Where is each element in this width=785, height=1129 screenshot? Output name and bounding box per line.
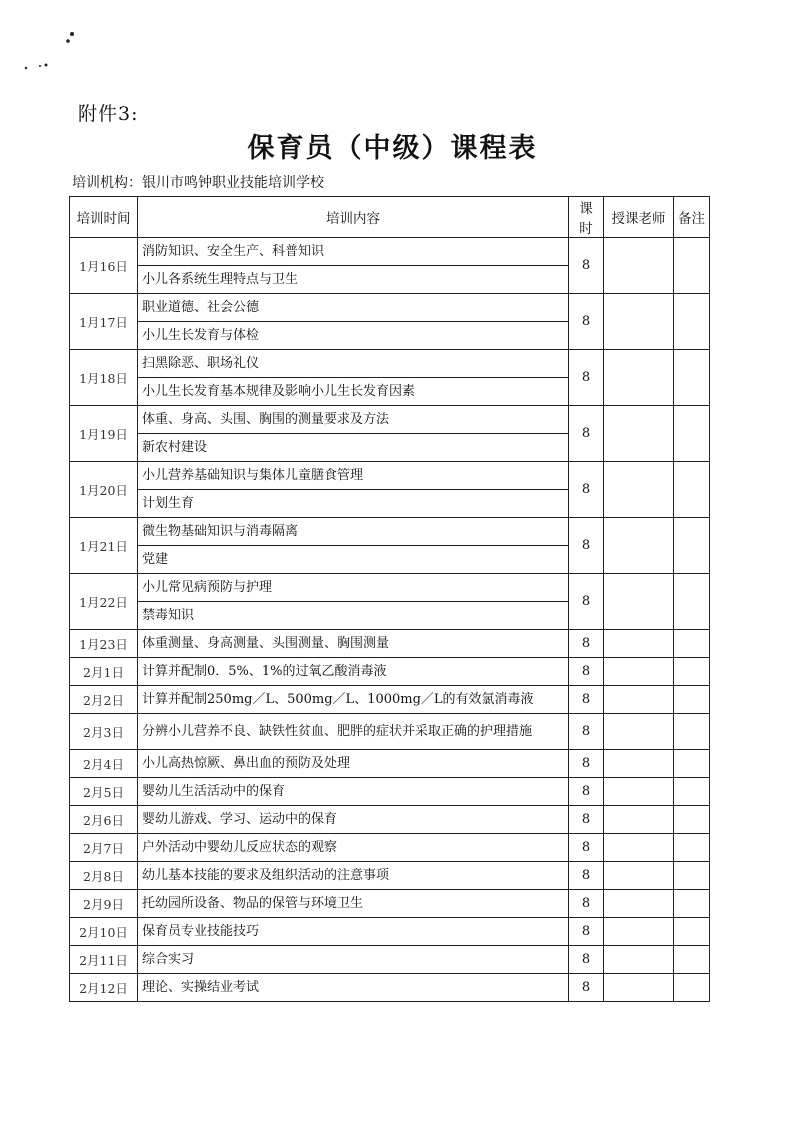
cell-hours: 8 — [569, 518, 604, 574]
table-row — [70, 834, 710, 862]
table-row — [70, 806, 710, 834]
cell-content: 计算并配制250mg／L、500mg／L、1000mg／L的有效氯消毒液 — [138, 686, 569, 714]
cell-date: 1月23日 — [70, 630, 138, 658]
cell-note — [674, 406, 710, 462]
cell-content: 体重测量、身高测量、头围测量、胸围测量 — [138, 630, 569, 658]
cell-content: 小儿生长发育与体检 — [138, 322, 569, 350]
cell-date: 2月5日 — [70, 778, 138, 806]
cell-teacher — [604, 890, 674, 918]
cell-note — [674, 350, 710, 406]
cell-date: 2月2日 — [70, 686, 138, 714]
cell-date: 1月22日 — [70, 574, 138, 630]
table-header-row — [70, 197, 710, 238]
cell-hours: 8 — [569, 294, 604, 350]
cell-note — [674, 918, 710, 946]
cell-hours: 8 — [569, 974, 604, 1002]
cell-date: 2月6日 — [70, 806, 138, 834]
cell-content: 消防知识、安全生产、科普知识 — [138, 238, 569, 266]
cell-hours: 8 — [569, 462, 604, 518]
cell-content: 户外活动中婴幼儿反应状态的观察 — [138, 834, 569, 862]
column-header-teacher: 授课老师 — [604, 197, 674, 238]
cell-note — [674, 862, 710, 890]
cell-date: 2月11日 — [70, 946, 138, 974]
cell-content: 计划生育 — [138, 490, 569, 518]
cell-date: 1月21日 — [70, 518, 138, 574]
cell-content: 禁毒知识 — [138, 602, 569, 630]
cell-teacher — [604, 406, 674, 462]
cell-teacher — [604, 294, 674, 350]
cell-teacher — [604, 750, 674, 778]
course-schedule-table — [69, 196, 710, 1002]
cell-date: 2月3日 — [70, 714, 138, 750]
cell-date: 1月16日 — [70, 238, 138, 294]
cell-note — [674, 294, 710, 350]
cell-date: 1月18日 — [70, 350, 138, 406]
table-body — [70, 238, 710, 1002]
cell-date: 1月17日 — [70, 294, 138, 350]
cell-note — [674, 714, 710, 750]
column-header-date: 培训时间 — [70, 197, 138, 238]
cell-hours: 8 — [569, 862, 604, 890]
table-row — [70, 750, 710, 778]
cell-content: 小儿常见病预防与护理 — [138, 574, 569, 602]
cell-note — [674, 750, 710, 778]
table-row — [70, 714, 710, 750]
table-row — [70, 518, 710, 546]
cell-content: 保育员专业技能技巧 — [138, 918, 569, 946]
cell-teacher — [604, 918, 674, 946]
cell-note — [674, 686, 710, 714]
cell-note — [674, 574, 710, 630]
cell-note — [674, 890, 710, 918]
cell-hours: 8 — [569, 918, 604, 946]
cell-date: 1月19日 — [70, 406, 138, 462]
cell-content: 分辨小儿营养不良、缺铁性贫血、肥胖的症状并采取正确的护理措施 — [138, 714, 569, 750]
cell-hours: 8 — [569, 406, 604, 462]
cell-content: 托幼园所设备、物品的保管与环境卫生 — [138, 890, 569, 918]
cell-teacher — [604, 686, 674, 714]
cell-date: 2月1日 — [70, 658, 138, 686]
cell-teacher — [604, 574, 674, 630]
cell-date: 1月20日 — [70, 462, 138, 518]
table-row — [70, 658, 710, 686]
cell-date: 2月7日 — [70, 834, 138, 862]
cell-teacher — [604, 518, 674, 574]
cell-teacher — [604, 714, 674, 750]
cell-note — [674, 778, 710, 806]
cell-content: 党建 — [138, 546, 569, 574]
table-row — [70, 574, 710, 602]
table-row — [70, 294, 710, 322]
cell-hours: 8 — [569, 686, 604, 714]
cell-teacher — [604, 658, 674, 686]
cell-teacher — [604, 974, 674, 1002]
scan-speck-marks — [22, 28, 82, 73]
table-row — [70, 946, 710, 974]
cell-teacher — [604, 778, 674, 806]
cell-content: 婴幼儿生活活动中的保育 — [138, 778, 569, 806]
organization-name: 银川市鸣钟职业技能培训学校 — [142, 175, 324, 191]
cell-date: 2月9日 — [70, 890, 138, 918]
cell-date: 2月8日 — [70, 862, 138, 890]
cell-content: 新农村建设 — [138, 434, 569, 462]
cell-hours: 8 — [569, 350, 604, 406]
cell-hours: 8 — [569, 946, 604, 974]
cell-note — [674, 974, 710, 1002]
cell-date: 2月10日 — [70, 918, 138, 946]
cell-note — [674, 806, 710, 834]
cell-note — [674, 834, 710, 862]
cell-note — [674, 946, 710, 974]
cell-content: 微生物基础知识与消毒隔离 — [138, 518, 569, 546]
cell-note — [674, 462, 710, 518]
cell-hours: 8 — [569, 630, 604, 658]
cell-teacher — [604, 946, 674, 974]
cell-content: 扫黑除恶、职场礼仪 — [138, 350, 569, 378]
table-row — [70, 630, 710, 658]
cell-content: 理论、实操结业考试 — [138, 974, 569, 1002]
cell-note — [674, 518, 710, 574]
cell-note — [674, 630, 710, 658]
cell-teacher — [604, 630, 674, 658]
cell-teacher — [604, 862, 674, 890]
organization-label: 培训机构： — [72, 175, 142, 191]
table-row — [70, 918, 710, 946]
cell-content: 小儿营养基础知识与集体儿童膳食管理 — [138, 462, 569, 490]
cell-content: 职业道德、社会公德 — [138, 294, 569, 322]
cell-teacher — [604, 238, 674, 294]
column-header-note: 备注 — [674, 197, 710, 238]
cell-hours: 8 — [569, 658, 604, 686]
cell-hours: 8 — [569, 750, 604, 778]
cell-teacher — [604, 806, 674, 834]
cell-hours: 8 — [569, 238, 604, 294]
cell-hours: 8 — [569, 806, 604, 834]
table-row — [70, 462, 710, 490]
table-row — [70, 686, 710, 714]
cell-content: 综合实习 — [138, 946, 569, 974]
table-row — [70, 406, 710, 434]
cell-content: 体重、身高、头围、胸围的测量要求及方法 — [138, 406, 569, 434]
table-row — [70, 890, 710, 918]
cell-content: 幼儿基本技能的要求及组织活动的注意事项 — [138, 862, 569, 890]
cell-date: 2月12日 — [70, 974, 138, 1002]
cell-note — [674, 658, 710, 686]
cell-hours: 8 — [569, 834, 604, 862]
cell-date: 2月4日 — [70, 750, 138, 778]
cell-note — [674, 238, 710, 294]
table-row — [70, 238, 710, 266]
cell-content: 婴幼儿游戏、学习、运动中的保育 — [138, 806, 569, 834]
attachment-label: 附件3: — [78, 103, 139, 125]
cell-teacher — [604, 350, 674, 406]
table-row — [70, 862, 710, 890]
cell-content: 小儿各系统生理特点与卫生 — [138, 266, 569, 294]
cell-teacher — [604, 834, 674, 862]
cell-hours: 8 — [569, 778, 604, 806]
document-title: 保育员（中级）课程表 — [247, 133, 538, 164]
cell-content: 计算并配制0．5%、1%的过氧乙酸消毒液 — [138, 658, 569, 686]
cell-content: 小儿生长发育基本规律及影响小儿生长发育因素 — [138, 378, 569, 406]
column-header-content: 培训内容 — [138, 197, 569, 238]
cell-hours: 8 — [569, 714, 604, 750]
table-row — [70, 778, 710, 806]
table-row — [70, 350, 710, 378]
column-header-hours: 课时 — [569, 197, 604, 238]
training-organization — [72, 172, 324, 192]
table-row — [70, 974, 710, 1002]
cell-content: 小儿高热惊厥、鼻出血的预防及处理 — [138, 750, 569, 778]
cell-hours: 8 — [569, 574, 604, 630]
cell-hours: 8 — [569, 890, 604, 918]
cell-teacher — [604, 462, 674, 518]
